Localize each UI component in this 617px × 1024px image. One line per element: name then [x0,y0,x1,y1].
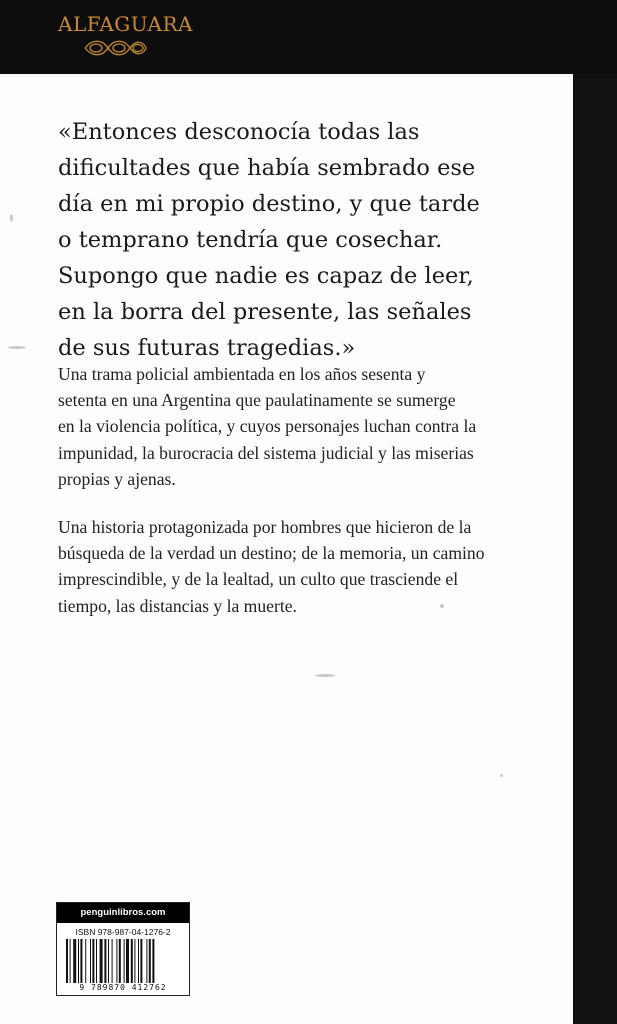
barcode-bar [126,939,129,983]
quote-line: Supongo que nadie es capaz de leer, [58,263,474,289]
barcode-bar [104,939,106,983]
barcode-bar [78,939,79,983]
barcode-label [56,902,190,996]
barcode-bar [92,939,94,983]
barcode-bar [90,939,91,983]
paragraph-line: en la violencia política, y cuyos personajes luchan contra la [58,416,477,437]
quote-line: de sus futuras tragedias.» [58,335,356,361]
website-url: penguinlibros.com [57,903,189,923]
barcode-bar [66,939,68,983]
barcode-bar [100,939,103,983]
quote-line: «Entonces desconocía todas las [58,119,420,145]
synopsis-paragraph-2 [58,514,568,619]
barcode-bar [116,939,117,983]
barcode-bar [85,939,86,983]
barcode-bar [108,939,109,983]
barcode-bar [138,939,139,983]
paragraph-line: propias y ajenas. [58,468,176,489]
barcode-bar [112,939,113,983]
barcode-bar [131,939,133,983]
barcode-digits: 9 789870 412762 [79,983,167,992]
isbn-text: ISBN 978-987-04-1276-2 [75,927,171,937]
paragraph-line: Una historia protagonizada por hombres que hicieron de la [58,517,472,537]
quote-line: día en mi propio destino, y que tarde [58,191,480,217]
right-edge-shadow [573,74,617,1024]
barcode-bar [70,939,71,983]
barcode-bar [146,939,147,983]
paragraph-line: tiempo, las distancias y la muerte. [58,595,297,616]
barcode-bar [73,939,76,983]
paragraph-line: Una trama policial ambientada en los años sesenta y [58,364,426,384]
barcode-bar [96,939,97,983]
barcode-bar [149,939,151,983]
publisher-name: ALFAGUARA [58,12,193,36]
paragraph-line: búsqueda de la verdad un destino; de la memoria, un camino [58,543,485,564]
barcode-bar [124,939,125,983]
epigraph-quote [58,114,558,366]
publisher-logo [58,12,198,66]
barcode-bar [119,939,121,983]
synopsis-paragraph-1 [58,361,568,492]
speck [500,774,503,777]
speck [10,214,13,222]
barcode-bar [80,939,82,983]
speck [8,346,26,349]
barcode-bar [152,939,154,983]
paragraph-line: setenta en una Argentina que paulatinamente se sumerge [58,390,456,411]
barcode-bar [134,939,135,983]
paragraph-line: impunidad, la burocracia del sistema judicial y las miserias [58,442,474,463]
ornament-icon [80,38,150,58]
barcode-bars [64,939,182,983]
quote-line: dificultades que había sembrado ese [58,155,476,181]
speck [315,674,335,677]
barcode-bar [140,939,142,983]
quote-line: en la borra del presente, las señales [58,299,472,325]
paragraph-line: imprescindible, y de la lealtad, un culto que trasciende el [58,569,459,590]
quote-line: o temprano tendría que cosechar. [58,227,443,253]
